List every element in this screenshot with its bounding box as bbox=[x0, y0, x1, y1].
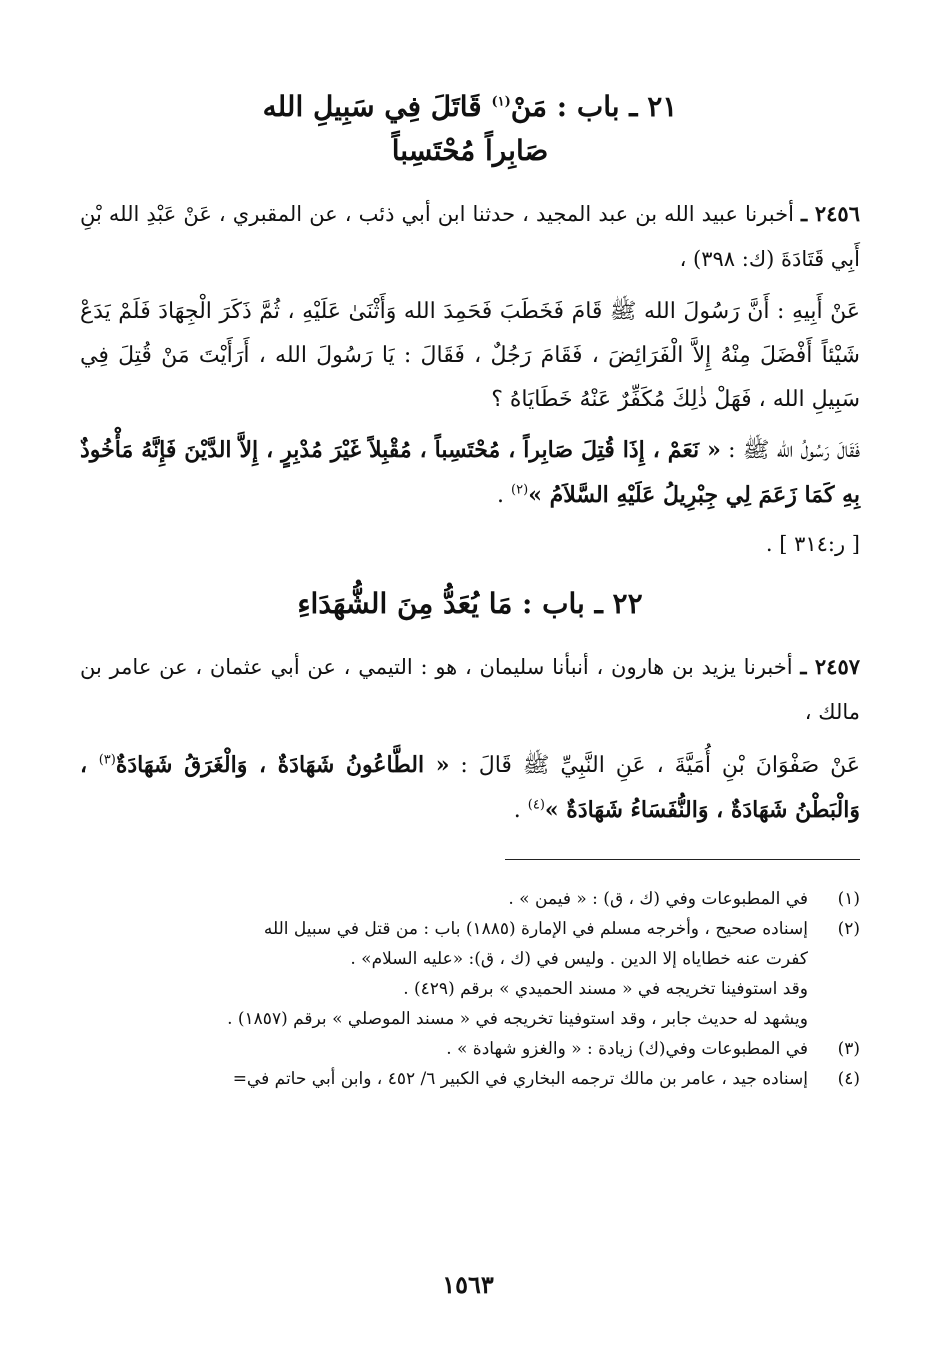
footnote-ref-2[interactable]: (٢) bbox=[511, 482, 529, 498]
page-number: ١٥٦٣ bbox=[442, 1270, 494, 1299]
footnote-2 bbox=[80, 914, 860, 1034]
footnote-line: في المطبوعات وفي (ك ، ق) : « فيمن » . bbox=[508, 889, 808, 909]
footnote-body bbox=[80, 914, 808, 1034]
hadith-2456-matn-end: . bbox=[497, 483, 512, 508]
hadith-2457-matn bbox=[80, 743, 860, 833]
chapter-21-title-line-1 bbox=[80, 85, 860, 129]
hadith-2456-isnad-text: أخبرنا عبيد الله بن عبد المجيد ، حدثنا ابن أبي ذئب ، عن المقبري ، عَنْ عَبْدِ الله بْنِ أَبِي قَتَادَةَ (ك: ٣٩٨) ، bbox=[80, 202, 860, 271]
hadith-2457-matn-end: . bbox=[513, 798, 528, 823]
footnote-number: (٢) bbox=[837, 919, 860, 939]
footnote-1 bbox=[80, 884, 860, 914]
chapter-21-heading bbox=[80, 85, 860, 173]
hadith-2457-quote-part-2: ، وَالْبَطْنُ شَهَادَةٌ ، وَالنُّفَسَاءُ شَهَادَةٌ » bbox=[80, 752, 860, 823]
hadith-2457-isnad-text: أخبرنا يزيد بن هارون ، أنبأنا سليمان ، هو : التيمي ، عن أبي عثمان ، عن عامر بن مالك ، bbox=[80, 655, 860, 724]
footnote-line: كفرت عنه خطاياه إلا الدين . وليس في (ك ، ق): «عليه السلام» . bbox=[350, 949, 808, 969]
hadith-2456-cross-reference: [ ر:٣١٤ ] . bbox=[765, 532, 860, 556]
hadith-2456-prophet-quote: « نَعَمْ ، إِذَا قُتِلَ صَابِراً ، مُحْتَسِباً ، مُقْبِلاً غَيْرَ مُدْبِرٍ ، إِلاَّ الدَّيْنَ فَإِنَّهُ مَأْخُوذٌ بِهِ كَمَا زَعَمَ لِي جِبْرِيلُ عَلَيْهِ السَّلاَمُ » bbox=[80, 437, 860, 508]
hadith-2456-matn-paragraph-1: عَنْ أَبِيهِ : أَنَّ رَسُولَ الله ﷺ قَامَ فَخَطَبَ فَحَمِدَ الله وَأَثْنَىٰ عَلَيْهِ ، ثُمَّ ذَكَرَ الْجِهَادَ فَلَمْ يَدَعْ شَيْئاً أَفْضَلَ مِنْهُ إِلاَّ الْفَرَائِضَ ، فَقَامَ رَجُلٌ ، فَقَالَ : يَا رَسُولَ الله ، أَرَأَيْتَ مَنْ قُتِلَ فِي سَبِيلِ الله ، فَهَلْ ذٰلِكَ مُكَفِّرٌ عَنْهُ خَطَايَاهُ ؟ bbox=[80, 299, 860, 412]
footnote-line: في المطبوعات وفي(ك) زيادة : « والغزو شهادة » . bbox=[446, 1039, 808, 1059]
footnote-line: ويشهد له حديث جابر ، وقد استوفينا تخريجه في « مسند الموصلي » برقم (١٨٥٧) . bbox=[227, 1009, 808, 1029]
footnote-body bbox=[80, 884, 808, 914]
hadith-2457-isnad bbox=[80, 644, 860, 735]
footnote-ref-1[interactable]: (١) bbox=[491, 94, 511, 110]
chapter-22-heading bbox=[80, 582, 860, 626]
footnote-line: إسناده جيد ، عامر بن مالك ترجمه البخاري في الكبير ٦/ ٤٥٢ ، وابن أبي حاتم في= bbox=[232, 1069, 808, 1089]
chapter-22-title: ٢٢ ـ باب : مَا يُعَدُّ مِنَ الشُّهَدَاءِ bbox=[297, 587, 643, 620]
footnote-body bbox=[80, 1064, 808, 1094]
hadith-2457-number: ٢٤٥٧ ـ bbox=[800, 654, 861, 679]
footnote-4 bbox=[80, 1064, 860, 1094]
footnote-body bbox=[80, 1034, 808, 1064]
hadith-2457-matn-intro: عَنْ صَفْوَانَ بْنِ أُمَيَّةَ ، عَنِ النَّبِيِّ ﷺ قَالَ : bbox=[449, 753, 860, 778]
footnote-ref-3[interactable]: (٣) bbox=[98, 752, 116, 768]
footnote-ref-4[interactable]: (٤) bbox=[527, 797, 545, 813]
footnote-3 bbox=[80, 1034, 860, 1064]
footnote-number: (٣) bbox=[837, 1039, 860, 1059]
chapter-21-title-line-2: صَابِراً مُحْتَسِباً bbox=[391, 134, 549, 167]
footnote-number: (٤) bbox=[837, 1069, 860, 1089]
footnote-line: وقد استوفينا تخريجه في « مسند الحميدي » برقم (٤٢٩) . bbox=[403, 979, 808, 999]
chapter-21-title-part-a: ٢١ ـ باب : مَنْ bbox=[510, 90, 678, 123]
hadith-2456-matn-intro: فَقَالَ رَسُولُ الله ﷺ : bbox=[720, 438, 860, 463]
hadith-2457-quote-part-1: « الطَّاعُونُ شَهَادَةٌ ، وَالْغَرَقُ شَهَادَةٌ bbox=[115, 752, 450, 778]
hadith-2456-isnad bbox=[80, 191, 860, 282]
hadith-2456-number: ٢٤٥٦ ـ bbox=[801, 201, 860, 226]
hadith-2456-matn-paragraph-2 bbox=[80, 428, 860, 518]
footnote-line: إسناده صحيح ، وأخرجه مسلم في الإمارة (١٨٨٥) باب : من قتل في سبيل الله bbox=[263, 919, 808, 939]
footnote-divider bbox=[505, 859, 860, 860]
footnotes-section bbox=[80, 884, 860, 1094]
chapter-21-title-part-b: قَاتَلَ فِي سَبِيلِ الله bbox=[262, 90, 492, 123]
book-page bbox=[80, 85, 860, 1094]
footnote-number: (١) bbox=[837, 889, 860, 909]
